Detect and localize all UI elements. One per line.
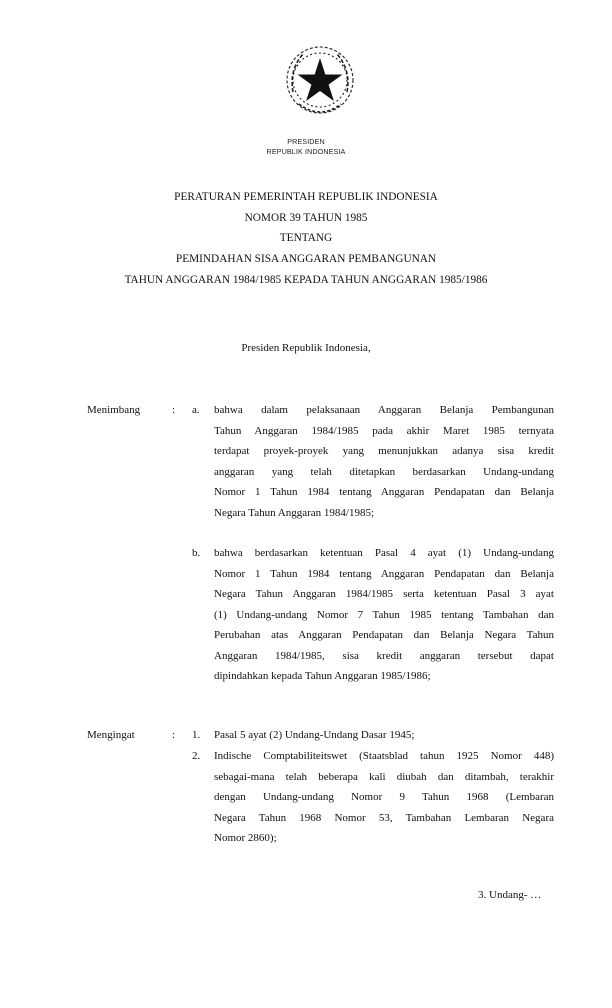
text-line: dipindahkan kepada Tahun Anggaran 1985/1986; xyxy=(214,670,431,682)
text-line: bahwa dalam pelaksanaan Anggaran Belanja Pembangunan xyxy=(214,404,554,416)
text-line: Nomor 1 Tahun 1984 tentang Anggaran Pendapatan dan Belanja xyxy=(214,567,554,580)
text-line: Pasal 5 ayat (2) Undang-Undang Dasar 1945; xyxy=(214,729,415,741)
text-line: dengan Undang-undang Nomor 9 Tahun 1968 (Lembaran xyxy=(214,791,554,803)
text-line: Negara Tahun 1968 Nomor 53, Tambahan Lembaran Negara xyxy=(214,811,554,824)
institution-line-republik: REPUBLIK INDONESIA xyxy=(266,147,346,156)
mengingat-colon: : xyxy=(172,729,176,741)
title-line-5: TAHUN ANGGARAN 1984/1985 KEPADA TAHUN ANGGARAN 1985/1986 xyxy=(124,274,488,286)
text-line: Nomor 1 Tahun 1984 tentang Anggaran Pendapatan dan Belanja xyxy=(214,486,554,498)
text-line: anggaran yang telah ditetapkan berdasarkan Undang-undang xyxy=(214,465,554,478)
text-line: Negara Tahun Anggaran 1984/1985; xyxy=(214,506,375,519)
continuation-marker: 3. Undang- … xyxy=(478,889,542,901)
title-line-4: PEMINDAHAN SISA ANGGARAN PEMBANGUNAN xyxy=(175,253,437,265)
text-line: bahwa berdasarkan ketentuan Pasal 4 ayat (1) Undang-undang xyxy=(214,547,554,559)
opening-line: Presiden Republik Indonesia, xyxy=(241,342,371,354)
item-marker-a: a. xyxy=(192,404,200,416)
text-line: terdapat proyek-proyek yang menunjukkan adanya sisa kredit xyxy=(214,445,554,457)
text-line: Perubahan atas Anggaran Pendapatan dan Belanja Negara Tahun xyxy=(214,629,554,641)
menimbang-colon: : xyxy=(172,404,176,416)
menimbang-item-a xyxy=(214,400,554,523)
title-line-3: TENTANG xyxy=(279,232,333,244)
mengingat-label: Mengingat xyxy=(87,729,135,741)
text-line: Negara Tahun Anggaran 1984/1985 serta ketentuan Pasal 3 ayat xyxy=(214,588,554,600)
text-line: Indische Comptabiliteitswet (Staatsblad tahun 1925 Nomor 448) xyxy=(214,750,554,762)
menimbang-label: Menimbang xyxy=(87,404,141,416)
text-line: Tahun Anggaran 1984/1985 pada akhir Maret 1985 ternyata xyxy=(214,424,554,437)
star-wreath-emblem-icon xyxy=(281,40,359,122)
menimbang-item-b xyxy=(214,543,554,687)
item-marker-2: 2. xyxy=(192,750,201,762)
text-line: (1) Undang-undang Nomor 7 Tahun 1985 tentang Tambahan dan xyxy=(214,608,554,621)
item-marker-1: 1. xyxy=(192,729,201,741)
text-line: Nomor 2860); xyxy=(214,832,277,844)
mengingat-item-1 xyxy=(214,725,554,746)
text-line: Anggaran 1984/1985, sisa kredit anggaran tersebut dapat xyxy=(214,649,554,662)
text-line: sebagai-mana telah beberapa kali diubah dan ditambah, terakhir xyxy=(214,770,554,783)
title-line-1: PERATURAN PEMERINTAH REPUBLIK INDONESIA xyxy=(174,191,438,203)
institution-line-presiden: PRESIDEN xyxy=(287,137,325,146)
title-line-2: NOMOR 39 TAHUN 1985 xyxy=(244,212,368,224)
item-marker-b: b. xyxy=(192,547,201,559)
mengingat-item-2 xyxy=(214,746,554,849)
